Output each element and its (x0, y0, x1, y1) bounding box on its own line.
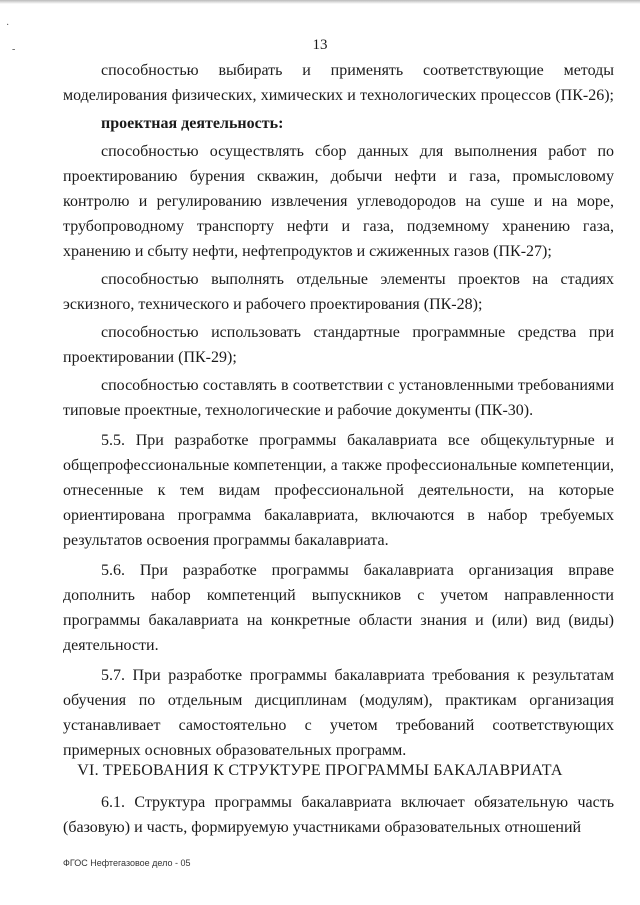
paragraph-pk30: способностью составлять в соответствии с установленными требованиями типовые проектные, технологические и рабочие документы (ПК-30). (63, 377, 614, 419)
paragraph-pk26: способностью выбирать и применять соответствующие методы моделирования физических, химических и технологических процессов (ПК-26); (63, 62, 614, 104)
paragraph-5-5: 5.5. При разработке программы бакалавриата все общекультурные и общепрофессиональные компетенции, а также профессиональные компетенции, отнесенные к тем видам профессиональной деятельности, на которые ориентирована программа бакалавриата, включаются в набор требуемых результатов освоения программы бакалавриата. (63, 432, 614, 549)
scan-mark: - (12, 44, 16, 55)
paragraph-5-6: 5.6. При разработке программы бакалавриата организация вправе дополнить набор компетенций выпускников с учетом направленности программы бакалавриата на конкретные области знания и (или) вид (виды) деятельности. (63, 562, 614, 654)
paragraph-pk29: способностью использовать стандартные программные средства при проектировании (ПК-29); (63, 324, 614, 366)
paragraph-pk27: способностью осуществлять сбор данных для выполнения работ по проектированию бурения скважин, добычи нефти и газа, промысловому контролю и регулированию извлечения углеводородов на суше и на море, трубопроводному транспорту нефти и газа, подземному хранению газа, хранению и сбыту нефти, нефтепродуктов и сжиженных газов (ПК-27); (63, 143, 614, 260)
page-number: 13 (312, 37, 328, 53)
footer-note: ФГОС Нефтегазовое дело - 05 (63, 858, 191, 868)
scan-edge (0, 0, 640, 4)
section-body-text (63, 790, 614, 843)
paragraph-5-7: 5.7. При разработке программы бакалавриата требования к результатам обучения по отдельным дисциплинам (модулям), практикам организация устанавливает самостоятельно с учетом требований соответствующих примерных основных образовательных программ. (63, 667, 614, 759)
body-text (63, 58, 614, 766)
section-heading: VI. ТРЕБОВАНИЯ К СТРУКТУРЕ ПРОГРАММЫ БАКАЛАВРИАТА (77, 762, 563, 779)
paragraph-6-1: 6.1. Структура программы бакалавриата включает обязательную часть (базовую) и часть, формируемую участниками образовательных отношений (63, 794, 614, 836)
paragraph-pk28: способностью выполнять отдельные элементы проектов на стадиях эскизного, технического и рабочего проектирования (ПК-28); (63, 271, 614, 313)
section-label-design: проектная деятельность: (101, 115, 284, 132)
scan-mark: · (6, 20, 10, 31)
